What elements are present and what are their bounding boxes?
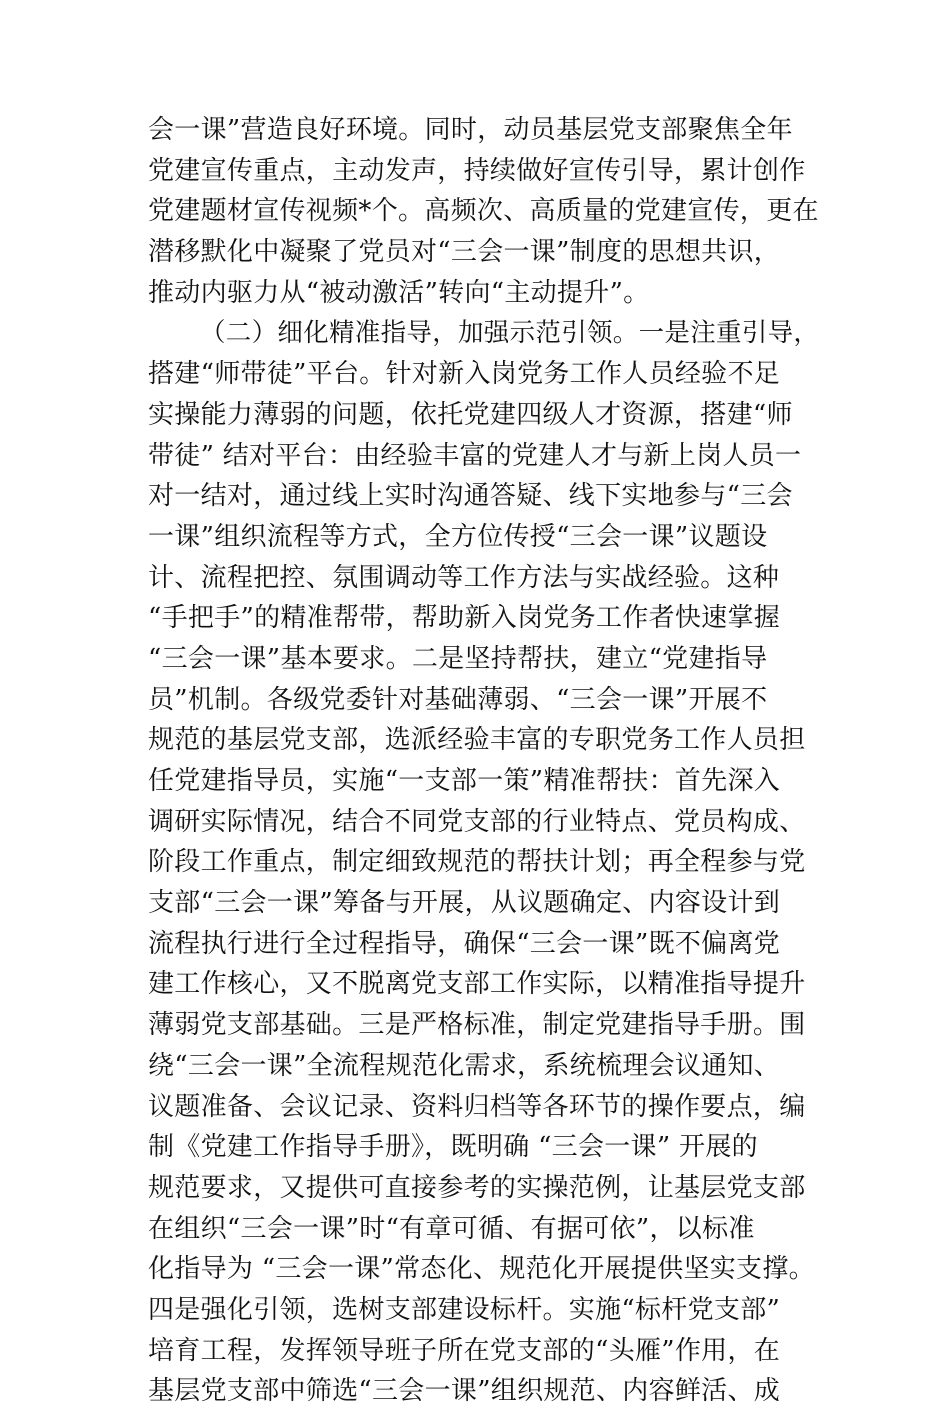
text-line: 会一课”营造良好环境。同时，动员基层党支部聚焦全年 [148, 115, 793, 145]
text-line: 党建宣传重点，主动发声，持续做好宣传引导，累计创作 [148, 155, 806, 186]
text-line: 化指导为 “三会一课”常态化、规范化开展提供坚实支撑。 [148, 1254, 815, 1285]
text-line: 阶段工作重点，制定细致规范的帮扶计划；再全程参与党 [148, 847, 806, 878]
text-line: 对一结对，通过线上实时沟通答疑、线下实地参与“三会 [148, 481, 793, 512]
text-line: 潜移默化中凝聚了党员对“三会一课”制度的思想共识， [148, 237, 781, 268]
text-line: 绕“三会一课”全流程规范化需求，系统梳理会议通知、 [148, 1050, 781, 1081]
text-line: 支部“三会一课”筹备与开展，从议题确定、内容设计到 [148, 888, 781, 919]
text-line: 实操能力薄弱的问题，依托党建四级人才资源，搭建“师 [148, 399, 793, 430]
text-line: 薄弱党支部基础。三是严格标准，制定党建指导手册。围 [148, 1010, 806, 1041]
text-line: 规范的基层党支部，选派经验丰富的专职党务工作人员担 [148, 725, 806, 756]
text-line: 员”机制。各级党委针对基础薄弱、“三会一课”开展不 [148, 684, 768, 715]
text-line: 制《党建工作指导手册》，既明确 “三会一课” 开展的 [148, 1132, 758, 1163]
text-line: 建工作核心，又不脱离党支部工作实际，以精准指导提升 [148, 969, 806, 1000]
text-line: “三会一课”基本要求。二是坚持帮扶，建立“党建指导 [148, 643, 768, 674]
text-line: 调研实际情况，结合不同党支部的行业特点、党员构成、 [148, 806, 806, 837]
text-line: 一课”组织流程等方式，全方位传授“三会一课”议题设 [148, 521, 768, 552]
text-line: 带徒” 结对平台：由经验丰富的党建人才与新上岗人员一 [148, 440, 802, 471]
text-line: 规范要求，又提供可直接参考的实操范例，让基层党支部 [148, 1172, 806, 1203]
text-line: 培育工程，发挥领导班子所在党支部的“头雁”作用，在 [148, 1335, 781, 1366]
text-line: 议题准备、会议记录、资料归档等各环节的操作要点，编 [148, 1091, 806, 1122]
text-line: “手把手”的精准帮带，帮助新入岗党务工作者快速掌握 [148, 603, 781, 634]
text-line: 计、流程把控、氛围调动等工作方法与实战经验。这种 [148, 562, 780, 593]
text-line: 党建题材宣传视频*个。高频次、高质量的党建宣传，更在 [148, 196, 819, 227]
section-heading-line: （二）细化精准指导，加强示范引领。一是注重引导， [200, 318, 820, 349]
body-text [148, 110, 828, 1412]
text-line: 任党建指导员，实施“一支部一策”精准帮扶：首先深入 [148, 766, 781, 796]
text-line: 在组织“三会一课”时“有章可循、有据可依”，以标准 [148, 1213, 755, 1244]
text-line: 搭建“师带徒”平台。针对新入岗党务工作人员经验不足 [148, 359, 781, 390]
text-line: 流程执行进行全过程指导，确保“三会一课”既不偏离党 [148, 928, 781, 959]
text-line: 四是强化引领，选树支部建设标杆。实施“标杆党支部” [148, 1294, 781, 1325]
text-line: 基层党支部中筛选“三会一课”组织规范、内容鲜活、成 [148, 1376, 781, 1407]
text-line: 推动内驱力从“被动激活”转向“主动提升”。 [148, 277, 650, 308]
